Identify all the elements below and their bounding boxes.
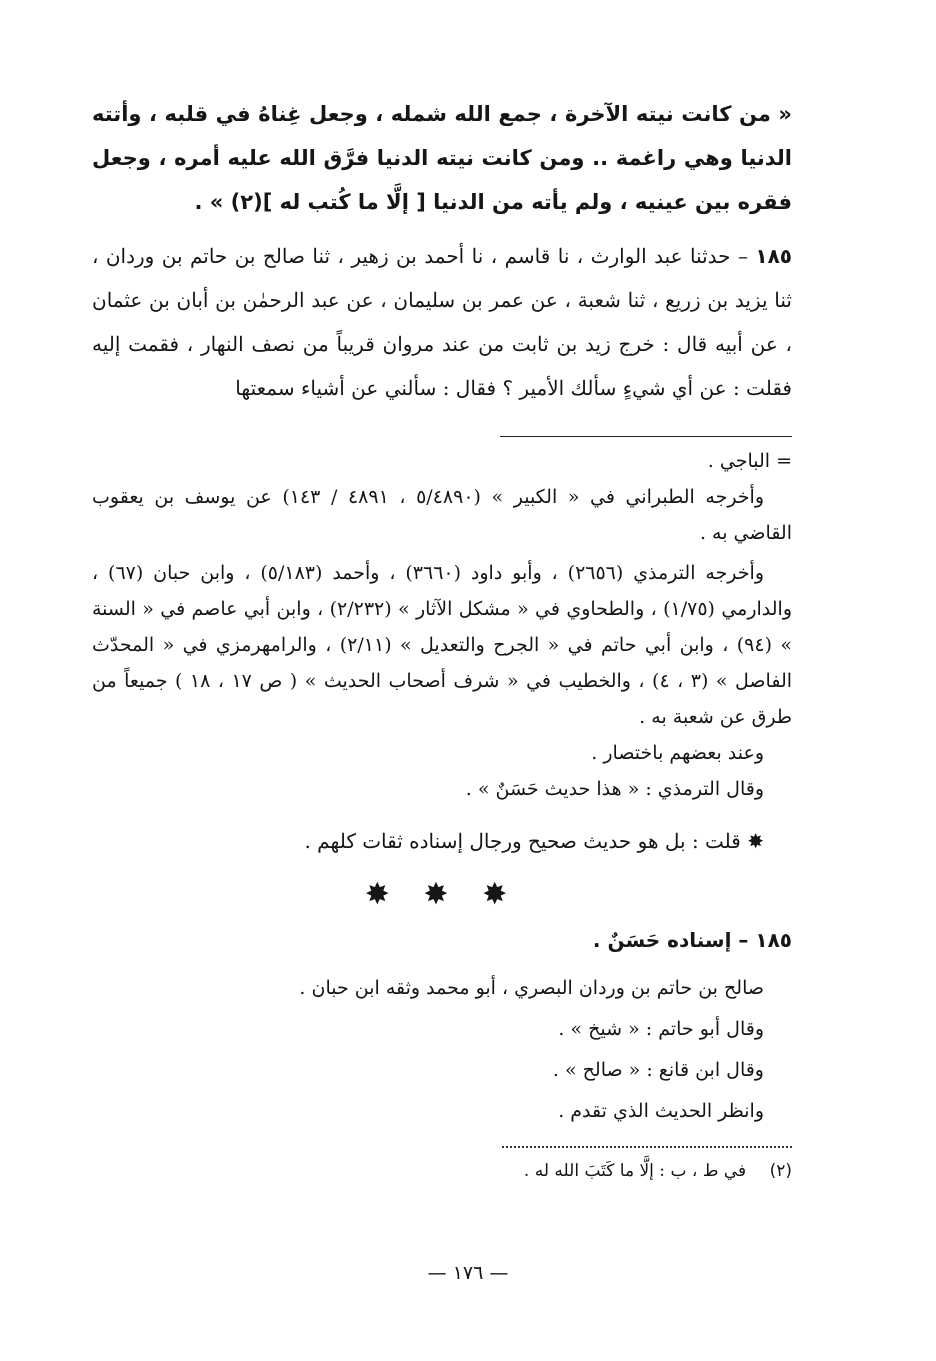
endnote-text: في ط ، ب : إلَّا ما كَتَبَ الله له .	[523, 1161, 747, 1181]
author-comment	[92, 821, 792, 861]
footnote-divider	[500, 436, 792, 437]
endnote	[92, 1156, 792, 1186]
section-line: وانظر الحديث الذي تقدم .	[558, 1100, 764, 1122]
endnote-marker: (٢)	[769, 1161, 792, 1181]
section-line: وقال ابن قانع : « صالح » .	[552, 1059, 764, 1081]
footnote-continuation: = الباجي .	[707, 450, 792, 472]
section-separator: ✸ ✸ ✸	[364, 877, 520, 912]
endnote-divider	[502, 1146, 792, 1148]
section-line: صالح بن حاتم بن وردان البصري ، أبو محمد وثقه ابن حبان .	[299, 977, 764, 999]
footnote-paragraph: وأخرجه الطبراني في « الكبير » (٥/٤٨٩٠ ، ٤٨٩١ / ١٤٣) عن يوسف بن يعقوب القاضي به .	[92, 486, 792, 544]
section-line: وقال أبو حاتم : « شيخ » .	[558, 1018, 764, 1040]
hadith-isnad-text: – حدثنا عبد الوارث ، نا قاسم ، نا أحمد بن زهير ، ثنا صالح بن حاتم بن وردان ، ثنا يزيد بن زريع ، ثنا شعبة ، عن عمر بن سليمان ، عن عبد الرحمٰن بن أبان بن عثمان ، عن أبيه قال : خرج زيد بن ثابت من عند مروان قريباً من نصف النهار ، فقمت إليه فقلت : عن أي شيءٍ سألك الأمير ؟ فقال : سألني عن أشياء سمعتها	[92, 244, 792, 400]
author-comment-text: قلت : بل هو حديث صحيح ورجال إسناده ثقات كلهم .	[304, 829, 741, 853]
page-number: — ١٧٦ —	[427, 1262, 509, 1284]
page-body	[92, 92, 792, 1322]
hadith-quote: « من كانت نيته الآخرة ، جمع الله شمله ، وجعل غِناهُ في قلبه ، وأتته الدنيا وهي راغمة .. ومن كانت نيته الدنيا فرَّق الله عليه أمره ، وجعل فقره بين عينيه ، ولم يأته من الدنيا [ إلَّا ما كُتب له ](٢) » .	[92, 102, 792, 214]
section-heading: ١٨٥ – إسناده حَسَنٌ .	[592, 928, 792, 952]
footnote-paragraph: وقال الترمذي : « هذا حديث حَسَنٌ » .	[465, 778, 764, 800]
asterisk-icon: ✸	[747, 829, 764, 853]
footnote-paragraph: وعند بعضهم باختصار .	[591, 742, 764, 764]
footnote-paragraph: وأخرجه الترمذي (٢٦٥٦) ، وأبو داود (٣٦٦٠) ، وأحمد (٥/١٨٣) ، وابن حبان (٦٧) ، والدارمي (١/٧٥) ، والطحاوي في « مشكل الآثار » (٢/٢٣٢) ، وابن أبي عاصم في « السنة » (٩٤) ، وابن أبي حاتم في « الجرح والتعديل » (٢/١١) ، والرامهرمزي في « المحدّث الفاصل » (٣ ، ٤) ، والخطيب في « شرف أصحاب الحديث » ( ص ١٧ ، ١٨ ) جميعاً من طرق عن شعبة به .	[92, 562, 793, 728]
hadith-number: ١٨٥	[755, 244, 792, 268]
hadith-185	[92, 234, 792, 410]
